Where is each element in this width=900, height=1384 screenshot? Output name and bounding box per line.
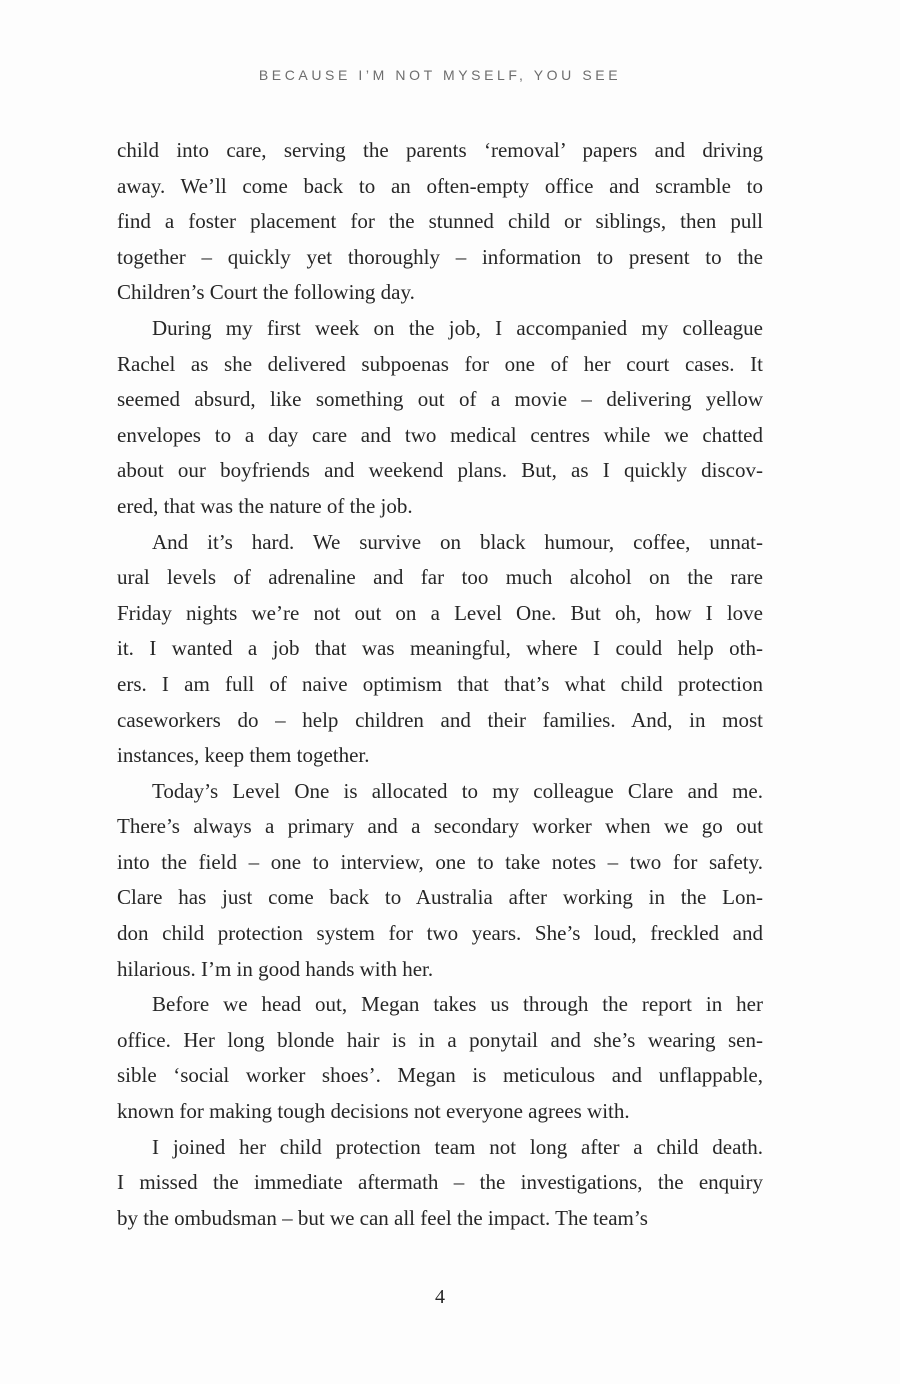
body-text-block xyxy=(117,133,763,1236)
body-line: find a foster placement for the stunned child or siblings, then pull xyxy=(117,209,763,234)
body-line: And it’s hard. We survive on black humour, coffee, unnat- xyxy=(152,529,763,554)
body-line: ers. I am full of naive optimism that that’s what child protection xyxy=(117,671,763,696)
body-line: by the ombudsman – but we can all feel the impact. The team’s xyxy=(117,1205,648,1230)
paragraph xyxy=(117,1130,763,1237)
body-line: Children’s Court the following day. xyxy=(117,280,415,305)
page-number: 4 xyxy=(435,1286,445,1308)
body-line: There’s always a primary and a secondary worker when we go out xyxy=(117,814,763,839)
body-line: don child protection system for two years. She’s loud, freckled and xyxy=(117,921,763,946)
body-line: During my first week on the job, I accompanied my colleague xyxy=(152,315,763,340)
body-line: away. We’ll come back to an often-empty office and scramble to xyxy=(117,173,763,198)
body-line: envelopes to a day care and two medical centres while we chatted xyxy=(117,422,763,447)
body-line: Today’s Level One is allocated to my colleague Clare and me. xyxy=(152,778,763,803)
body-line: ural levels of adrenaline and far too much alcohol on the rare xyxy=(117,565,763,590)
paragraph xyxy=(117,311,763,525)
body-line: caseworkers do – help children and their families. And, in most xyxy=(117,707,763,732)
paragraph xyxy=(117,774,763,988)
body-line: hilarious. I’m in good hands with her. xyxy=(117,956,434,981)
body-line: office. Her long blonde hair is in a ponytail and she’s wearing sen- xyxy=(117,1027,763,1052)
body-line: Before we head out, Megan takes us through the report in her xyxy=(152,992,763,1017)
body-line: into the field – one to interview, one to take notes – two for safety. xyxy=(117,849,763,874)
body-line: about our boyfriends and weekend plans. But, as I quickly discov- xyxy=(117,458,763,483)
paragraph xyxy=(117,525,763,774)
body-line: ered, that was the nature of the job. xyxy=(117,493,413,518)
body-line: Rachel as she delivered subpoenas for one of her court cases. It xyxy=(117,351,763,376)
body-line: I joined her child protection team not long after a child death. xyxy=(152,1134,763,1159)
body-line: instances, keep them together. xyxy=(117,743,370,768)
running-header: BECAUSE I’M NOT MYSELF, YOU SEE xyxy=(258,67,622,83)
body-line: it. I wanted a job that was meaningful, where I could help oth- xyxy=(117,636,763,661)
body-line: seemed absurd, like something out of a movie – delivering yellow xyxy=(117,387,763,412)
body-line: Friday nights we’re not out on a Level One. But oh, how I love xyxy=(117,600,763,625)
body-line: together – quickly yet thoroughly – information to present to the xyxy=(117,244,763,269)
paragraph xyxy=(117,133,763,311)
body-line: sible ‘social worker shoes’. Megan is meticulous and unflappable, xyxy=(117,1063,763,1088)
body-line: child into care, serving the parents ‘removal’ papers and driving xyxy=(117,138,763,162)
paragraph xyxy=(117,987,763,1129)
body-line: I missed the immediate aftermath – the investigations, the enquiry xyxy=(117,1170,763,1195)
body-line: Clare has just come back to Australia after working in the Lon- xyxy=(117,885,763,910)
body-line: known for making tough decisions not everyone agrees with. xyxy=(117,1099,630,1124)
